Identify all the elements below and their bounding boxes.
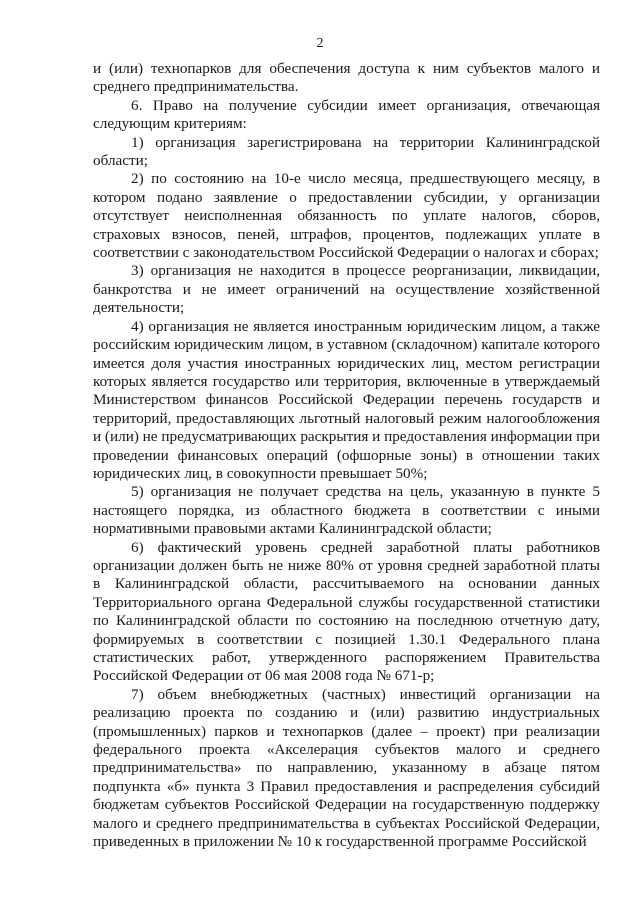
paragraph-criterion-2: 2) по состоянию на 10-е число месяца, предшествующего месяцу, в котором подано заявление о предоставлении субсидии, у организации отсутствует неисполненная обязанность по уплате налогов, сборов, страховых взносов, пеней, штрафов, процентов, подлежащих уплате в соответствии с законодательством Российской Федерации о налогах и сборах; xyxy=(93,170,600,262)
paragraph-criterion-4: 4) организация не является иностранным юридическим лицом, а также российским юридическим лицом, в уставном (складочном) капитале которого имеется доля участия иностранных юридических лиц, местом регистрации которых является государство или территория, включенные в утверждаемый Министерством финансов Российской Федерации перечень государств и территорий, предоставляющих льготный налоговый режим налогообложения и (или) не предусматривающих раскрытия и предоставления информации при проведении финансовых операций (офшорные зоны) в отношении таких юридических лиц, в совокупности превышает 50%; xyxy=(93,317,600,482)
paragraph-criterion-3: 3) организация не находится в процессе реорганизации, ликвидации, банкротства и не имеет ограничений на осуществление хозяйственной деятельности; xyxy=(93,262,600,317)
page-number: 2 xyxy=(316,36,324,51)
paragraph-criterion-1: 1) организация зарегистрирована на территории Калининградской области; xyxy=(93,133,600,170)
paragraph-continuation: и (или) технопарков для обеспечения доступа к ним субъектов малого и среднего предпринимательства. xyxy=(93,60,600,96)
document-body xyxy=(93,60,600,851)
paragraph-item-6: 6. Право на получение субсидии имеет организация, отвечающая следующим критериям: xyxy=(93,96,600,133)
paragraph-criterion-7: 7) объем внебюджетных (частных) инвестиций организации на реализацию проекта по созданию и (или) развитию индустриальных (промышленных) парков и технопарков (далее – проект) при реализации федерального проекта «Акселерация субъектов малого и среднего предпринимательства» по направлению, указанному в абзаце пятом подпункта «б» пункта 3 Правил предоставления и распределения субсидий бюджетам субъектов Российской Федерации на государственную поддержку малого и среднего предпринимательства в субъектах Российской Федерации, приведенных в приложении № 10 к государственной программе Российской xyxy=(93,685,600,851)
paragraph-criterion-6: 6) фактический уровень средней заработной платы работников организации должен быть не ниже 80% от уровня средней заработной платы в Калининградской области, рассчитываемого на основании данных Территориального органа Федеральной службы государственной статистики по Калининградской области по состоянию на последнюю отчетную дату, формируемых в соответствии с позицией 1.30.1 Федерального плана статистических работ, утвержденного распоряжением Правительства Российской Федерации от 06 мая 2008 года № 671-р; xyxy=(93,538,600,685)
paragraph-criterion-5: 5) организация не получает средства на цель, указанную в пункте 5 настоящего порядка, из областного бюджета в соответствии с иными нормативными правовыми актами Калининградской области; xyxy=(93,483,600,538)
